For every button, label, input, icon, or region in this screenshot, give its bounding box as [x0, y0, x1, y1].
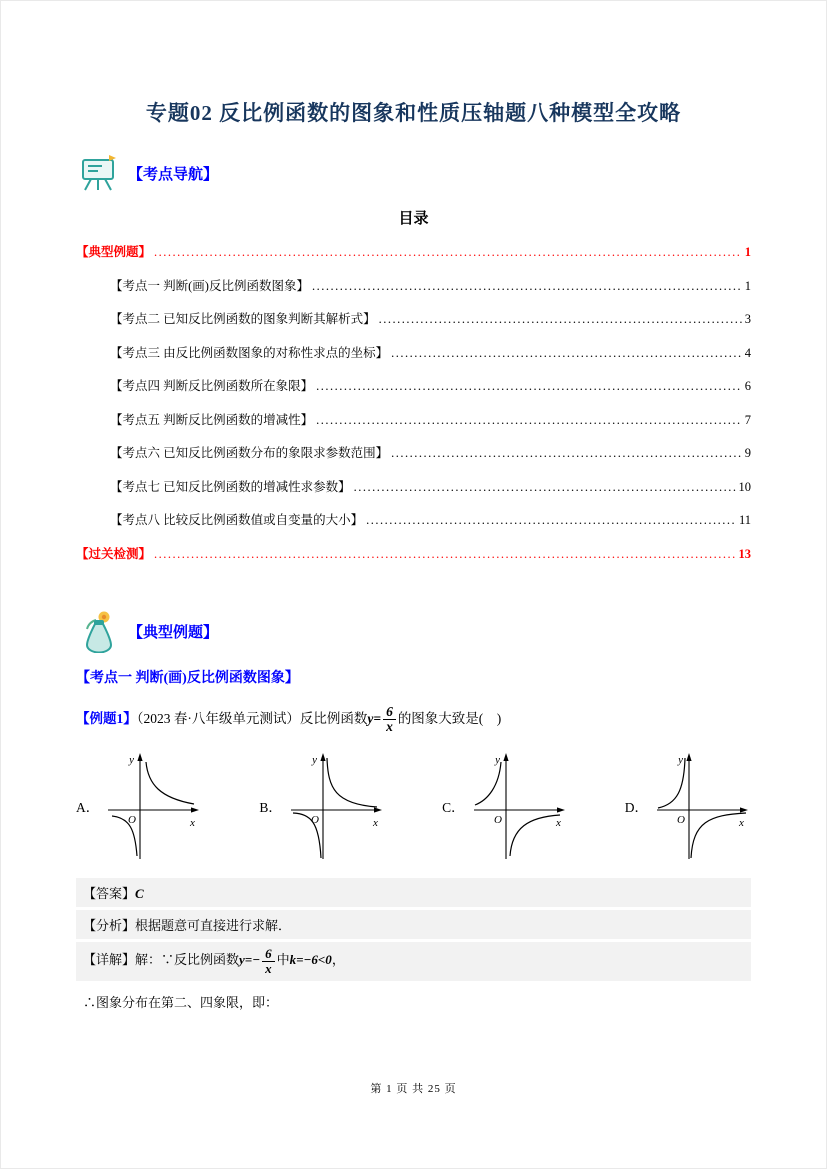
svg-text:x: x [739, 817, 744, 830]
toc-leader-dots [312, 270, 742, 304]
toc-item-label: 【考点七 已知反比例函数的增减性求参数】 [110, 479, 351, 494]
formula-lhs: y= [367, 710, 382, 726]
fraction [383, 705, 396, 734]
navigation-heading-row [76, 151, 751, 195]
toc-item[interactable] [76, 337, 751, 371]
toc-page-number: 1 [744, 278, 751, 293]
svg-text:y: y [129, 754, 135, 767]
fraction-numerator: 6 [383, 705, 396, 720]
toc-leader-dots [391, 437, 742, 471]
analysis-text: 根据题意可直接进行求解． [135, 918, 292, 934]
page-title: 专题02 反比例函数的图象和性质压轴题八种模型全攻略 [145, 101, 682, 125]
examples-heading-row [76, 609, 751, 653]
table-of-contents [76, 236, 751, 571]
answer-tag: 【答案】 [83, 886, 136, 902]
toc-leader-dots [354, 471, 736, 505]
toc-item-label: 【考点四 判断反比例函数所在象限】 [110, 379, 314, 393]
toc-item-label: 【典型例题】 [76, 245, 152, 259]
problem-tag: 【例题1】 [76, 710, 137, 726]
svg-text:x: x [555, 817, 561, 830]
toc-page-number: 13 [738, 546, 751, 561]
conclusion-text: ∴图象分布在第二、四象限，即： [83, 994, 279, 1010]
svg-text:O: O [677, 814, 685, 827]
toc-page-number: 7 [744, 412, 751, 427]
toc-page-number: 10 [738, 479, 751, 494]
toc-page-number: 6 [744, 379, 751, 393]
option-C [442, 748, 568, 864]
detail-fraction-denominator: x [265, 960, 272, 976]
toc-title: 目录 [398, 211, 429, 227]
svg-text:y: y [494, 754, 500, 767]
toc-leader-dots [154, 538, 735, 572]
detail-fraction [262, 947, 275, 975]
toc-page-number: 3 [744, 312, 751, 326]
detail-fraction-numerator: 6 [262, 947, 275, 962]
function-graph [651, 748, 751, 864]
toc-item-label: 【考点一 判断(画)反比例函数图象】 [110, 278, 309, 293]
toc-leader-dots [316, 404, 742, 438]
toc-page-number: 1 [744, 245, 751, 259]
problem-text-before: 反比例函数 [299, 710, 368, 726]
problem-source: （2023 春·八年级单元测试） [136, 710, 300, 726]
detail-tail: ， [331, 952, 345, 968]
toc-item-label: 【考点六 已知反比例函数分布的象限求参数范围】 [110, 446, 389, 460]
fraction-denominator: x [386, 719, 393, 735]
toc-item[interactable] [76, 270, 751, 304]
answer-options [76, 748, 751, 864]
toc-page-number: 9 [744, 446, 751, 460]
problem-text-after: 的图象大致是( ) [397, 710, 502, 726]
toc-item[interactable] [76, 504, 751, 538]
section-heading-examples: 【典型例题】 [128, 624, 219, 641]
topic1-heading: 【考点一 判断(画)反比例函数图象】 [76, 671, 299, 686]
function-graph [102, 748, 202, 864]
toc-page-number: 11 [738, 513, 751, 527]
svg-text:O: O [310, 814, 319, 827]
analysis-row [76, 910, 751, 939]
toc-item-label: 【考点二 已知反比例函数的图象判断其解析式】 [110, 312, 376, 326]
detail-formula-lhs: y=− [239, 952, 261, 968]
toc-leader-dots [379, 303, 742, 337]
answer-row [76, 878, 751, 907]
detail-pre: 解：∵反比例函数 [135, 952, 240, 968]
svg-text:x: x [190, 817, 196, 830]
toc-item[interactable] [76, 538, 751, 572]
answer-value: C [135, 886, 144, 902]
svg-text:y: y [312, 754, 317, 767]
toc-leader-dots [366, 504, 736, 538]
easel-board-icon [76, 151, 122, 195]
toc-leader-dots [154, 236, 742, 270]
toc-item[interactable] [76, 370, 751, 404]
svg-text:O: O [493, 814, 502, 827]
page-footer: 第 1 页 共 25 页 [370, 1083, 457, 1095]
svg-text:O: O [128, 814, 137, 827]
detail-inequality: k=−6<0 [289, 952, 332, 968]
toc-item-label: 【考点五 判断反比例函数的增减性】 [110, 412, 314, 427]
toc-item-label: 【考点三 由反比例函数图象的对称性求点的坐标】 [110, 345, 389, 360]
option-D [625, 748, 751, 864]
analysis-tag: 【分析】 [83, 918, 136, 934]
toc-item[interactable] [76, 404, 751, 438]
toc-item[interactable] [76, 236, 751, 270]
option-label: A． [76, 800, 100, 816]
option-label: D． [624, 800, 648, 816]
detail-row [76, 942, 751, 980]
detail-tag: 【详解】 [83, 952, 136, 968]
toc-item[interactable] [76, 471, 751, 505]
section-heading-navigation: 【考点导航】 [128, 166, 219, 183]
option-label: B． [259, 800, 282, 816]
vase-flower-icon [76, 609, 122, 653]
option-label: C． [442, 800, 465, 816]
toc-item-label: 【考点八 比较反比例函数值或自变量的大小】 [110, 513, 364, 527]
toc-page-number: 4 [744, 345, 751, 360]
detail-mid: 中 [276, 952, 290, 968]
svg-text:y: y [678, 754, 683, 767]
problem-statement [76, 705, 751, 734]
answer-block [76, 878, 751, 980]
toc-item[interactable] [76, 437, 751, 471]
svg-text:x: x [372, 817, 378, 830]
function-graph [468, 748, 568, 864]
function-graph [285, 748, 385, 864]
toc-leader-dots [316, 370, 742, 404]
toc-item-label: 【过关检测】 [76, 546, 152, 561]
toc-leader-dots [391, 337, 742, 371]
option-B [259, 748, 385, 864]
toc-item[interactable] [76, 303, 751, 337]
option-A [76, 748, 202, 864]
